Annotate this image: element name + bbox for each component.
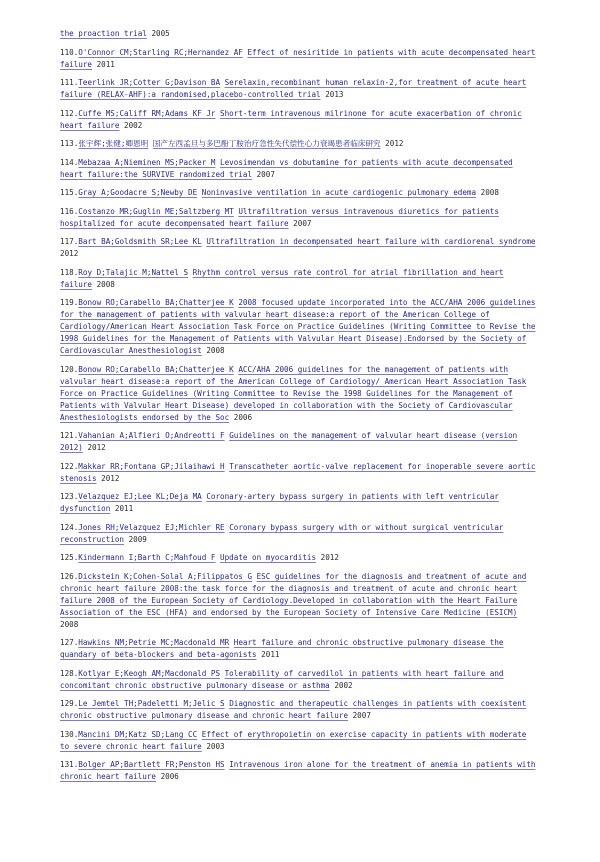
reference-number: 117. [60, 237, 79, 246]
reference-number: 119. [60, 298, 79, 307]
reference-number: 118. [60, 267, 79, 277]
reference-number: 129. [60, 699, 79, 708]
reference-year: 2013 [325, 90, 344, 99]
reference-title-link[interactable]: Intravenous iron alone for the treatment of anemia in patients with chronic heart failure [60, 760, 536, 781]
reference-year: 2007 [352, 711, 371, 720]
reference-authors-link[interactable]: Costanzo MR;Guglin ME;Saltzberg MT [78, 206, 234, 216]
reference-authors-link[interactable]: Kindermann I;Barth C;Mahfoud F [78, 553, 216, 562]
reference-item [60, 28, 540, 40]
reference-number: 111. [60, 78, 79, 87]
reference-year: 2007 [256, 169, 275, 179]
reference-authors-link[interactable]: Bonow RO;Carabello BA;Chatterjee K [78, 364, 234, 374]
reference-authors-link[interactable]: Bonow RO;Carabello BA;Chatterjee K [78, 298, 234, 307]
reference-list [60, 28, 540, 790]
reference-number: 127. [60, 638, 79, 647]
reference-authors-link[interactable]: Teerlink JR;Cotter G;Davison BA [78, 78, 221, 87]
reference-item [60, 571, 540, 631]
reference-number: 115. [60, 188, 79, 197]
reference-item [60, 157, 540, 181]
reference-item [60, 491, 540, 515]
reference-authors-link[interactable]: Cuffe MS;Califf RM;Adams KF Jr [78, 108, 216, 118]
reference-authors-link[interactable]: Le Jemtel TH;Padeletti M;Jelic S [78, 699, 225, 708]
reference-title-link[interactable]: ESC guidelines for the diagnosis and treatment of acute and chronic heart failure 2008:the task force for the diagnosis and treatment of acute and chronic heart failure 2008 of the European Society of Cardiology.Developed in collaboration with the Heart Failure Association of the ESC (HFA) and endorsed by the European Society of Intensive Care Medicine (ESICM) [60, 571, 527, 617]
reference-year: 2008 [96, 279, 115, 289]
reference-year: 2012 [87, 443, 106, 452]
reference-year: 2002 [124, 120, 143, 130]
reference-item [60, 430, 540, 454]
reference-title-link[interactable]: Rhythm control versus rate control for atrial fibrillation and heart failure [60, 267, 504, 289]
reference-item [60, 364, 540, 424]
reference-year: 2005 [151, 29, 170, 38]
reference-number: 126. [60, 571, 79, 581]
reference-title-link[interactable]: 国产左西孟旦与多巴酚丁胺治疗急性失代偿性心力衰竭患者临床研究 [152, 139, 381, 148]
reference-number: 120. [60, 364, 79, 374]
reference-authors-link[interactable]: Dickstein K;Cohen-Solal A;Filippatos G [78, 571, 253, 581]
reference-year: 2012 [320, 553, 339, 562]
reference-title-link[interactable]: Serelaxin,recombinant human relaxin-2,for treatment of acute heart failure (RELAX-AHF):a randomised,placebo-controlled trial [60, 78, 527, 99]
reference-year: 2009 [128, 534, 147, 544]
reference-authors-link[interactable]: Roy D;Talajic M;Nattel S [78, 267, 189, 277]
reference-item [60, 552, 540, 564]
reference-item [60, 668, 540, 692]
reference-authors-link[interactable]: 张宇辉;张健;卿恩明 [78, 139, 149, 148]
reference-title-link[interactable]: Effect of erythropoietin on exercise capacity in patients with moderate to severe chronic heart failure [60, 729, 527, 751]
reference-item [60, 759, 540, 783]
reference-authors-link[interactable]: O'Connor CM;Starling RC;Hernandez AF [78, 47, 243, 57]
reference-title-link[interactable]: Guidelines on the management of valvular heart disease (version 2012) [60, 431, 518, 452]
reference-authors-link[interactable]: Velazquez EJ;Lee KL;Deja MA [78, 492, 202, 501]
reference-year: 2006 [233, 412, 253, 422]
reference-number: 131. [60, 760, 79, 769]
reference-item [60, 297, 540, 357]
reference-authors-link[interactable]: Vahanian A;Alfieri O;Andreotti F [78, 431, 225, 440]
reference-year: 2011 [96, 59, 115, 69]
reference-number: 130. [60, 729, 79, 739]
reference-item [60, 138, 540, 150]
reference-item [60, 267, 540, 291]
reference-authors-link[interactable]: Makkar RR;Fontana GP;Jilaihawi H [78, 461, 225, 471]
reference-title-link[interactable]: Diagnostic and therapeutic challenges in patients with coexistent chronic obstructive pulmonary disease and chronic heart failure [60, 699, 527, 720]
reference-item [60, 461, 540, 485]
reference-item [60, 77, 540, 101]
reference-year: 2012 [101, 473, 120, 483]
reference-title-link[interactable]: Noninvasive ventilation in acute cardiogenic pulmonary edema [201, 188, 477, 197]
reference-number: 123. [60, 492, 79, 501]
reference-number: 124. [60, 522, 79, 532]
reference-title-link[interactable]: Coronary-artery bypass surgery in patients with left ventricular dysfunction [60, 492, 499, 513]
reference-year: 2011 [114, 504, 134, 513]
reference-authors-link[interactable]: Bolger AP;Bartlett FR;Penston HS [78, 760, 225, 769]
reference-title-link[interactable]: Tolerability of carvedilol in patients with heart failure and concomitant chronic obstructive pulmonary disease or asthma [60, 668, 504, 690]
reference-item [60, 206, 540, 230]
reference-authors-link[interactable]: Mebazaa A;Nieminen MS;Packer M [78, 157, 216, 167]
reference-item [60, 637, 540, 661]
reference-title-link[interactable]: Coronary bypass surgery with or without surgical ventricular reconstruction [60, 522, 504, 544]
reference-year: 2008 [60, 619, 79, 629]
reference-number: 122. [60, 461, 79, 471]
reference-item [60, 729, 540, 753]
reference-title-link[interactable]: 2008 focused update incorporated into the ACC/AHA 2006 guidelines for the management of patients with valvular heart disease:a report of the American College of Cardiology/American Heart Association Task Force on Practice Guidelines (Writing Committee to Revise the 1998 Guidelines for the Management of Patients with Valvular Heart Disease).Endorsed by the Society of Cardiovascular Anesthesiologist [60, 298, 536, 355]
reference-year: 2003 [206, 741, 225, 751]
reference-year: 2008 [480, 188, 499, 197]
reference-number: 116. [60, 206, 79, 216]
reference-number: 121. [60, 431, 79, 440]
reference-title-link[interactable]: ACC/AHA 2006 guidelines for the management of patients with valvular heart disease:a report of the American College of Cardiology/ American Heart Association Task Force on Practice Guidelines (Writing Committee to Revise the 1998 Guidelines for the Management of Patients with Valvular Heart Disease) developed in collaboration with the Society of Cardiovascular Anesthesiologists endorsed by the Soc [60, 364, 527, 422]
reference-year: 2012 [60, 249, 79, 258]
reference-authors-link[interactable]: Gray A;Goodacre S;Newby DE [78, 188, 198, 197]
reference-year: 2008 [206, 346, 225, 355]
reference-number: 125. [60, 553, 79, 562]
reference-item [60, 522, 540, 546]
reference-authors-link[interactable]: Mancini DM;Katz SD;Lang CC [78, 729, 198, 739]
reference-year: 2007 [293, 218, 312, 228]
reference-item [60, 108, 540, 132]
reference-authors-link[interactable]: Hawkins NM;Petrie MC;Macdonald MR [78, 638, 230, 647]
reference-year: 2012 [385, 139, 404, 148]
reference-number: 113. [60, 139, 79, 148]
reference-number: 110. [60, 47, 79, 57]
reference-number: 114. [60, 157, 79, 167]
reference-item [60, 47, 540, 71]
reference-item [60, 698, 540, 722]
reference-title-link[interactable]: Update on myocarditis [220, 553, 317, 562]
reference-item [60, 236, 540, 260]
reference-year: 2002 [334, 680, 353, 690]
reference-title-link[interactable]: Transcatheter aortic-valve replacement for inoperable severe aortic stenosis [60, 461, 536, 483]
reference-authors-link[interactable]: Jones RH;Velazquez EJ;Michler RE [78, 522, 225, 532]
reference-year: 2011 [261, 650, 280, 659]
reference-authors-link[interactable]: Bart BA;Goldsmith SR;Lee KL [78, 237, 202, 246]
reference-title-link[interactable]: Effect of nesiritide in patients with acute decompensated heart failure [60, 47, 536, 69]
reference-title-link[interactable]: the proaction trial [60, 29, 147, 38]
reference-number: 128. [60, 668, 79, 678]
reference-number: 112. [60, 108, 79, 118]
reference-year: 2006 [160, 772, 179, 781]
reference-title-link[interactable]: Ultrafiltration in decompensated heart failure with cardiorenal syndrome [206, 237, 536, 246]
reference-title-link[interactable]: Ultrafiltration versus intravenous diuretics for patients hospitalized for acute decompensated heart failure [60, 206, 499, 228]
reference-title-link[interactable]: Short-term intravenous milrinone for acute exacerbation of chronic heart failure [60, 108, 522, 130]
reference-authors-link[interactable]: Kotlyar E;Keogh AM;Macdonald PS [78, 668, 221, 678]
reference-title-link[interactable]: Heart failure and chronic obstructive pulmonary disease the quandary of beta-blockers and beta-agonists [60, 638, 504, 659]
reference-item [60, 187, 540, 199]
reference-title-link[interactable]: Levosimendan vs dobutamine for patients with acute decompensated heart failure:the SURVIVE randomized trial [60, 157, 513, 179]
